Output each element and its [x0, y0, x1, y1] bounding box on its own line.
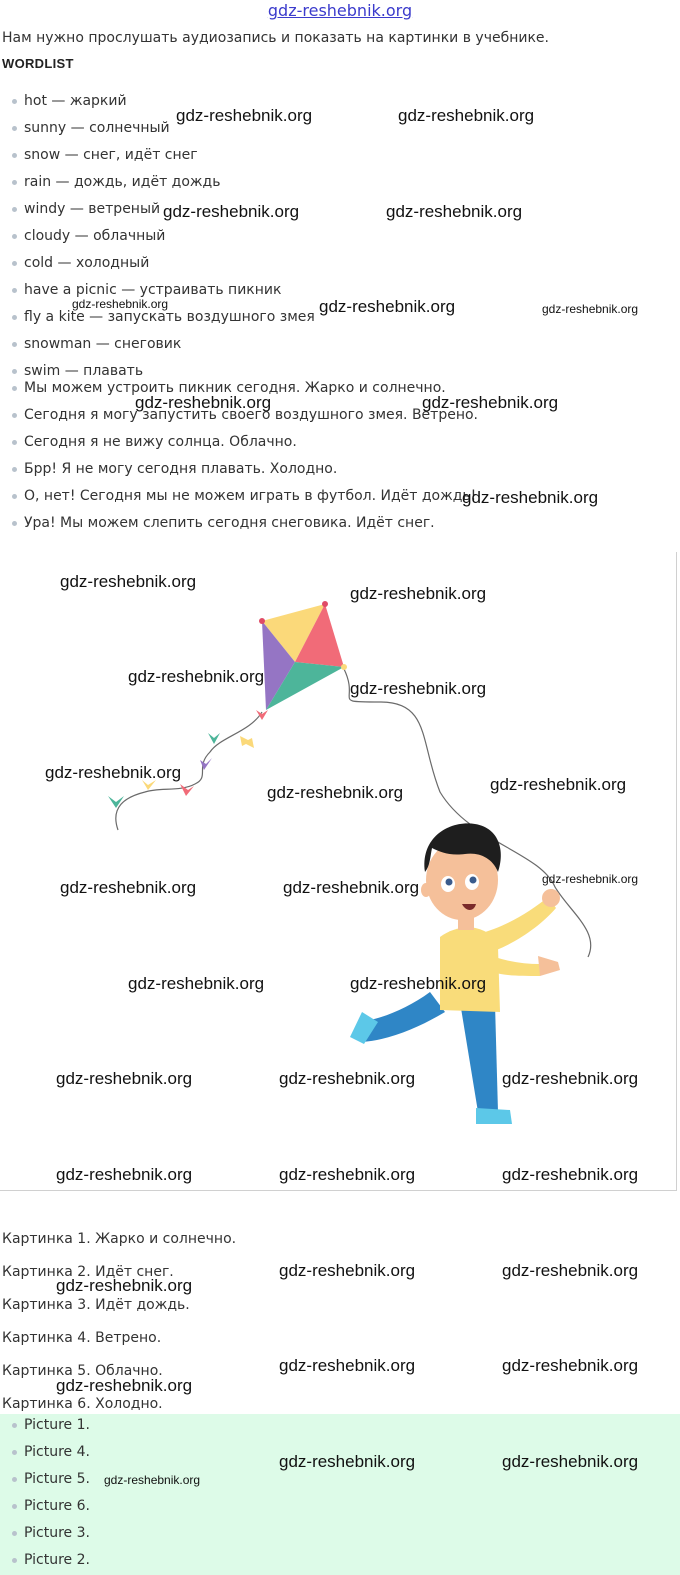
watermark: gdz-reshebnik.org — [502, 1069, 639, 1088]
watermark: gdz-reshebnik.org — [279, 1261, 416, 1280]
answer-line: Картинка 2. Идёт снег. — [2, 1264, 174, 1280]
list-item: fly a kite — запускать воздушного змея — [10, 304, 315, 331]
site-header-link[interactable]: gdz-reshebnik.org — [267, 1, 413, 20]
watermark: gdz-reshebnik.org — [283, 878, 420, 897]
watermark: gdz-reshebnik.org — [56, 1165, 193, 1184]
watermark: gdz-reshebnik.org — [176, 106, 313, 125]
watermark: gdz-reshebnik.org — [502, 1261, 639, 1280]
watermark: gdz-reshebnik.org — [502, 1356, 639, 1375]
list-item: Мы можем устроить пикник сегодня. Жарко и солнечно. — [10, 375, 478, 402]
watermark: gdz-reshebnik.org — [279, 1452, 416, 1471]
list-item: Picture 4. — [10, 1439, 90, 1466]
list-item: rain — дождь, идёт дождь — [10, 169, 315, 196]
list-item: О, нет! Сегодня мы не можем играть в футбол. Идёт дождь! — [10, 483, 478, 510]
wordlist — [10, 88, 315, 385]
list-item: Сегодня я могу запустить своего воздушного змея. Ветрено. — [10, 402, 478, 429]
picture-list — [10, 1412, 90, 1574]
watermark: gdz-reshebnik.org — [163, 202, 300, 221]
kite-boy-svg — [0, 552, 676, 1190]
watermark: gdz-reshebnik.org — [135, 393, 272, 412]
watermark: gdz-reshebnik.org — [56, 1069, 193, 1088]
list-item: Picture 6. — [10, 1493, 90, 1520]
watermark: gdz-reshebnik.org — [72, 297, 169, 311]
watermark: gdz-reshebnik.org — [56, 1376, 193, 1395]
list-item: Picture 2. — [10, 1547, 90, 1574]
list-item: Брр! Я не могу сегодня плавать. Холодно. — [10, 456, 478, 483]
answer-line: Картинка 3. Идёт дождь. — [2, 1297, 190, 1313]
list-item: snowman — снеговик — [10, 331, 315, 358]
watermark: gdz-reshebnik.org — [350, 584, 487, 603]
list-item: cloudy — облачный — [10, 223, 315, 250]
watermark: gdz-reshebnik.org — [60, 878, 197, 897]
watermark: gdz-reshebnik.org — [56, 1276, 193, 1295]
watermark: gdz-reshebnik.org — [279, 1165, 416, 1184]
answer-box — [0, 1414, 680, 1575]
answer-line: Картинка 4. Ветрено. — [2, 1330, 162, 1346]
watermark: gdz-reshebnik.org — [279, 1069, 416, 1088]
watermark: gdz-reshebnik.org — [45, 763, 182, 782]
list-item: Picture 1. — [10, 1412, 90, 1439]
answer-line: Картинка 6. Холодно. — [2, 1396, 163, 1412]
watermark: gdz-reshebnik.org — [490, 775, 627, 794]
watermark: gdz-reshebnik.org — [398, 106, 535, 125]
kite-tail-bows — [108, 710, 268, 808]
watermark: gdz-reshebnik.org — [502, 1165, 639, 1184]
watermark: gdz-reshebnik.org — [350, 974, 487, 993]
watermark: gdz-reshebnik.org — [542, 872, 639, 886]
watermark: gdz-reshebnik.org — [104, 1473, 201, 1487]
list-item: hot — жаркий — [10, 88, 315, 115]
list-item: snow — снег, идёт снег — [10, 142, 315, 169]
intro-text: Нам нужно прослушать аудиозапись и показать на картинки в учебнике. — [2, 30, 549, 46]
list-item: Picture 5. — [10, 1466, 90, 1493]
list-item: Picture 3. — [10, 1520, 90, 1547]
list-item: have a picnic — устраивать пикник — [10, 277, 315, 304]
list-item: Сегодня я не вижу солнца. Облачно. — [10, 429, 478, 456]
watermark: gdz-reshebnik.org — [319, 297, 456, 316]
list-item: Ура! Мы можем слепить сегодня снеговика. Идёт снег. — [10, 510, 478, 537]
list-item: sunny — солнечный — [10, 115, 315, 142]
list-item: swim — плавать — [10, 358, 315, 385]
watermark: gdz-reshebnik.org — [502, 1452, 639, 1471]
watermark: gdz-reshebnik.org — [279, 1356, 416, 1375]
watermark: gdz-reshebnik.org — [386, 202, 523, 221]
list-item: cold — холодный — [10, 250, 315, 277]
watermark: gdz-reshebnik.org — [422, 393, 559, 412]
watermark: gdz-reshebnik.org — [267, 783, 404, 802]
watermark: gdz-reshebnik.org — [128, 667, 265, 686]
watermark: gdz-reshebnik.org — [462, 488, 599, 507]
watermark: gdz-reshebnik.org — [128, 974, 265, 993]
answer-line: Картинка 5. Облачно. — [2, 1363, 163, 1379]
watermark: gdz-reshebnik.org — [542, 302, 639, 316]
watermark: gdz-reshebnik.org — [60, 572, 197, 591]
kite — [259, 601, 347, 710]
wordlist-heading: WORDLIST — [2, 56, 74, 71]
list-item: windy — ветреный — [10, 196, 315, 223]
watermark: gdz-reshebnik.org — [350, 679, 487, 698]
answer-line: Картинка 1. Жарко и солнечно. — [2, 1231, 237, 1247]
